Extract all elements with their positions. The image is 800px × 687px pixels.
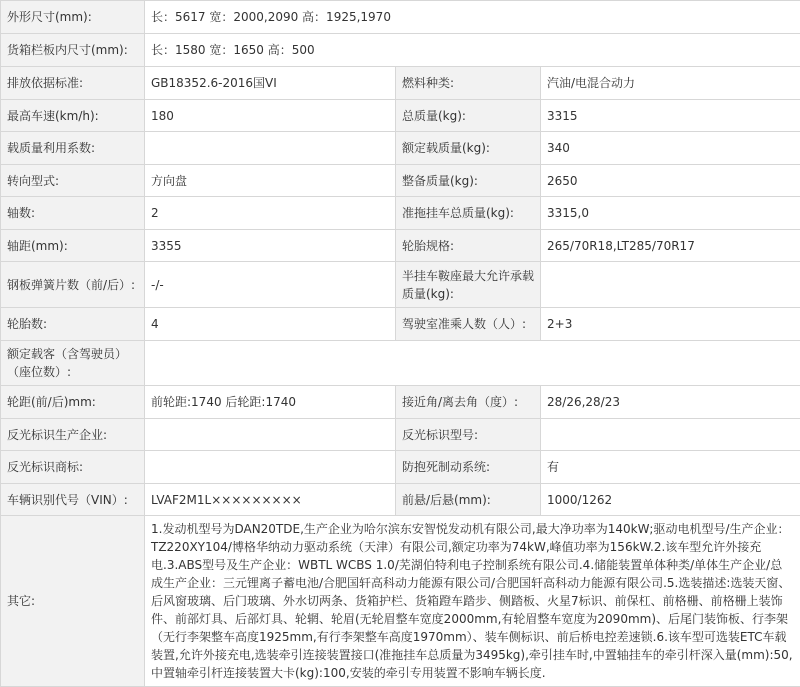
- label-track: 轮距(前/后)mm:: [1, 386, 145, 419]
- label-dimensions: 外形尺寸(mm):: [1, 1, 145, 34]
- row-track: [1, 386, 800, 419]
- label-curb-mass: 整备质量(kg):: [396, 165, 541, 197]
- label-angles: 接近角/离去角（度）:: [396, 386, 541, 419]
- label-tire-spec: 轮胎规格:: [396, 230, 541, 262]
- label-abs: 防抱死制动系统:: [396, 451, 541, 484]
- row-passengers: [1, 341, 800, 386]
- row-tires: [1, 308, 800, 341]
- label-rated-passengers: 额定载客（含驾驶员）（座位数）:: [1, 341, 145, 386]
- label-tire-count: 轮胎数:: [1, 308, 145, 341]
- label-wheelbase: 轴距(mm):: [1, 230, 145, 262]
- label-springs: 钢板弹簧片数（前/后）:: [1, 262, 145, 308]
- row-cargo-box: [1, 34, 800, 67]
- value-curb-mass: 2650: [541, 165, 800, 197]
- value-reflect-model: [541, 419, 800, 451]
- row-dimensions: [1, 1, 800, 34]
- value-springs: -/-: [145, 262, 396, 308]
- label-axles: 轴数:: [1, 197, 145, 230]
- row-reflect-mfr: [1, 419, 800, 451]
- label-steering: 转向型式:: [1, 165, 145, 197]
- label-trailer-mass: 准拖挂车总质量(kg):: [396, 197, 541, 230]
- label-total-mass: 总质量(kg):: [396, 100, 541, 132]
- label-max-speed: 最高车速(km/h):: [1, 100, 145, 132]
- value-max-speed: 180: [145, 100, 396, 132]
- value-overhang: 1000/1262: [541, 484, 800, 516]
- value-axles: 2: [145, 197, 396, 230]
- value-vin: LVAF2M1L×××××××××: [145, 484, 396, 516]
- row-axles: [1, 197, 800, 230]
- label-cargo-box: 货箱栏板内尺寸(mm):: [1, 34, 145, 67]
- row-vin: [1, 484, 800, 516]
- value-abs: 有: [541, 451, 800, 484]
- label-reflect-mfr: 反光标识生产企业:: [1, 419, 145, 451]
- label-overhang: 前悬/后悬(mm):: [396, 484, 541, 516]
- value-load-util: [145, 132, 396, 165]
- row-speed: [1, 100, 800, 132]
- label-reflect-model: 反光标识型号:: [396, 419, 541, 451]
- value-emission: GB18352.6-2016国VI: [145, 67, 396, 100]
- label-other: 其它:: [1, 516, 145, 687]
- label-rated-load: 额定载质量(kg):: [396, 132, 541, 165]
- value-saddle-load: [541, 262, 800, 308]
- value-total-mass: 3315: [541, 100, 800, 132]
- value-track: 前轮距:1740 后轮距:1740: [145, 386, 396, 419]
- row-load-util: [1, 132, 800, 165]
- value-trailer-mass: 3315,0: [541, 197, 800, 230]
- value-other-notes: 1.发动机型号为DAN20TDE,生产企业为哈尔滨东安智悦发动机有限公司,最大净功率为140kW;驱动电机型号/生产企业：TZ220XY104/博格华纳动力驱动系统（天津）有限公司,额定功率为74kW,峰值功率为156kW.2.该车型允许外接充电.3.ABS型号及生产企业：WBTL WCBS 1.0/芜湖伯特利电子控制系统有限公司.4.储能装置单体种类/单体生产企业/总成生产企业：三元锂离子蓄电池/合肥国轩高科动力能源有限公司/合肥国轩高科动力能源有限公司.5.选装描述:选装天窗、后风窗玻璃、后门玻璃、外水切两条、货箱护栏、货箱蹬车踏步、侧踏板、火星7标识、前保杠、前格栅、前格栅上装饰件、前部灯具、后部灯具、轮辋、轮眉(无轮眉整车宽度2000mm,有轮眉整车宽度为2090mm)、后尾门装饰板、行李架（无行李架整车高度1925mm,有行李架整车高度1970mm）、装车侧标识、前后桥电控差速锁.6.该车型可选装ETC车载装置,允许外接充电,选装牵引连接装置接口(准拖挂车总质量为3495kg),牵引挂车时,中置轴挂车的牵引杆深入量(mm):50,中置轴牵引杆连接装置大卡(kg):100,安装的牵引专用装置不影响车辆长度.: [145, 516, 800, 687]
- label-emission: 排放依据标准:: [1, 67, 145, 100]
- label-saddle-load: 半挂车鞍座最大允许承载质量(kg):: [396, 262, 541, 308]
- label-vin: 车辆识别代号（VIN）:: [1, 484, 145, 516]
- value-angles: 28/26,28/23: [541, 386, 800, 419]
- value-reflect-mfr: [145, 419, 396, 451]
- value-fuel: 汽油/电混合动力: [541, 67, 800, 100]
- value-rated-passengers: [145, 341, 800, 386]
- row-other: [1, 516, 800, 687]
- value-steering: 方向盘: [145, 165, 396, 197]
- label-fuel: 燃料种类:: [396, 67, 541, 100]
- row-reflect-brand: [1, 451, 800, 484]
- value-wheelbase: 3355: [145, 230, 396, 262]
- row-emission: [1, 67, 800, 100]
- value-tire-spec: 265/70R18,LT285/70R17: [541, 230, 800, 262]
- row-wheelbase: [1, 230, 800, 262]
- value-tire-count: 4: [145, 308, 396, 341]
- label-reflect-brand: 反光标识商标:: [1, 451, 145, 484]
- label-load-util: 载质量利用系数:: [1, 132, 145, 165]
- value-cargo-box: 长：1580 宽：1650 高：500: [145, 34, 800, 67]
- value-dimensions: 长：5617 宽：2000,2090 高：1925,1970: [145, 1, 800, 34]
- value-rated-load: 340: [541, 132, 800, 165]
- row-steering: [1, 165, 800, 197]
- value-reflect-brand: [145, 451, 396, 484]
- label-cab-seats: 驾驶室准乘人数（人）:: [396, 308, 541, 341]
- row-springs: [1, 262, 800, 308]
- value-cab-seats: 2+3: [541, 308, 800, 341]
